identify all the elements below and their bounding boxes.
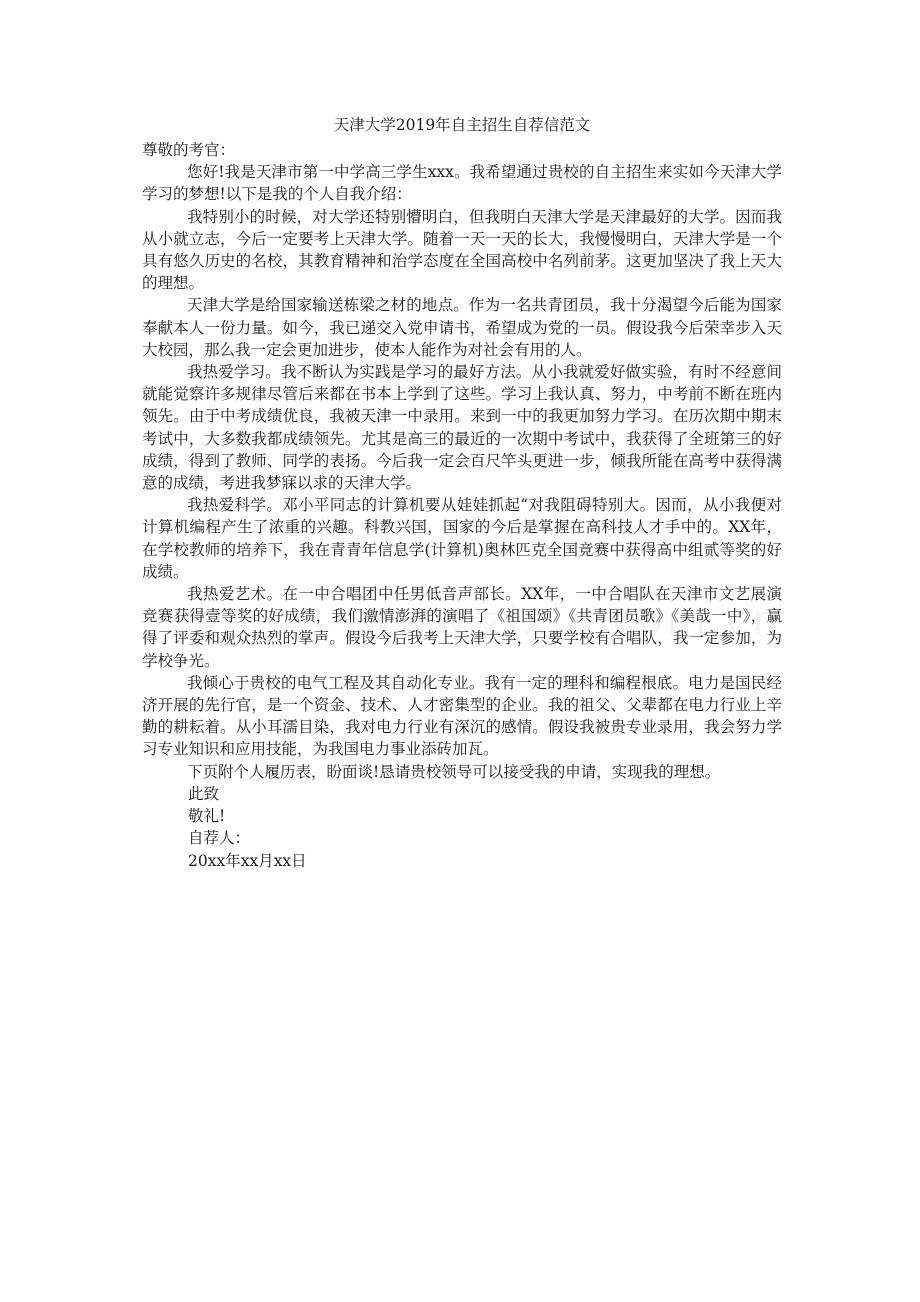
document-title: 天津大学2019年自主招生自荐信范文 bbox=[333, 116, 591, 134]
closing-line-1: 此致 bbox=[188, 784, 220, 803]
paragraph-study: 我热爱学习。我不断认为实践是学习的最好方法。从小我就爱好做实验，有时不经意间就能觉察许多规律尽管后来都在书本上学到了这些。学习上我认真、努力，中考前不断在班内领先。由于中考成绩优良，我被天津一中录用。来到一中的我更加努力学习。在历次期中期末考试中，大多数我都成绩领先。尤其是高三的最近的一次期中考试中，我获得了全班第三的好成绩，得到了教师、同学的表扬。今后我一定会百尺竿头更进一步，倾我所能在高考中获得满意的成绩，考进我梦寐以求的天津大学。 bbox=[142, 363, 782, 493]
date-line: 20xx年xx月xx日 bbox=[188, 851, 307, 870]
paragraph-science: 我热爱科学。邓小平同志的计算机要从娃娃抓起“对我阻碍特别大。因而，从小我便对计算机编程产生了浓重的兴趣。科教兴国，国家的今后是掌握在高科技人才手中的。XX年，在学校教师的培养下，我在青青年信息学(计算机)奥林匹克全国竞赛中获得高中组贰等奖的好成绩。 bbox=[142, 496, 782, 581]
signature-label: 自荐人： bbox=[188, 829, 251, 848]
paragraph-request: 下页附个人履历表，盼面谈!恳请贵校领导可以接受我的申请，实现我的理想。 bbox=[187, 762, 721, 781]
document-body bbox=[142, 112, 782, 872]
paragraph-aspiration: 天津大学是给国家输送栋梁之材的地点。作为一名共青团员，我十分渴望今后能为国家奉献本人一份力量。如今，我已递交入党申请书，希望成为党的一员。假设我今后荣幸步入天大校园，那么我一定会更加进步，使本人能作为对社会有用的人。 bbox=[142, 296, 782, 359]
paragraph-art: 我热爱艺术。在一中合唱团中任男低音声部长。XX年，一中合唱队在天津市文艺展演竞赛获得壹等奖的好成绩，我们激情澎湃的演唱了《祖国颂》《共青团员歌》《美哉一中》，赢得了评委和观众热烈的掌声。假设今后我考上天津大学，只要学校有合唱队，我一定参加，为学校争光。 bbox=[142, 585, 782, 670]
paragraph-major: 我倾心于贵校的电气工程及其自动化专业。我有一定的理科和编程根底。电力是国民经济开展的先行官，是一个资金、技术、人才密集型的企业。我的祖父、父辈都在电力行业上辛勤的耕耘着。从小耳濡目染，我对电力行业有深沉的感情。假设我被贵专业录用，我会努力学习专业知识和应用技能，为我国电力事业添砖加瓦。 bbox=[142, 673, 782, 759]
paragraph-greeting: 您好!我是天津市第一中学高三学生xxx。我希望通过贵校的自主招生来实如今天津大学学习的梦想!以下是我的个人自我介绍： bbox=[142, 163, 782, 204]
paragraph-childhood: 我特别小的时候，对大学还特别懵明白，但我明白天津大学是天津最好的大学。因而我从小就立志，今后一定要考上天津大学。随着一天一天的长大，我慢慢明白，天津大学是一个具有悠久历史的名校，其教育精神和治学态度在全国高校中名列前茅。这更加坚决了我上天大的理想。 bbox=[142, 207, 782, 293]
salutation: 尊敬的考官： bbox=[142, 141, 236, 159]
closing-line-2: 敬礼! bbox=[188, 807, 226, 826]
